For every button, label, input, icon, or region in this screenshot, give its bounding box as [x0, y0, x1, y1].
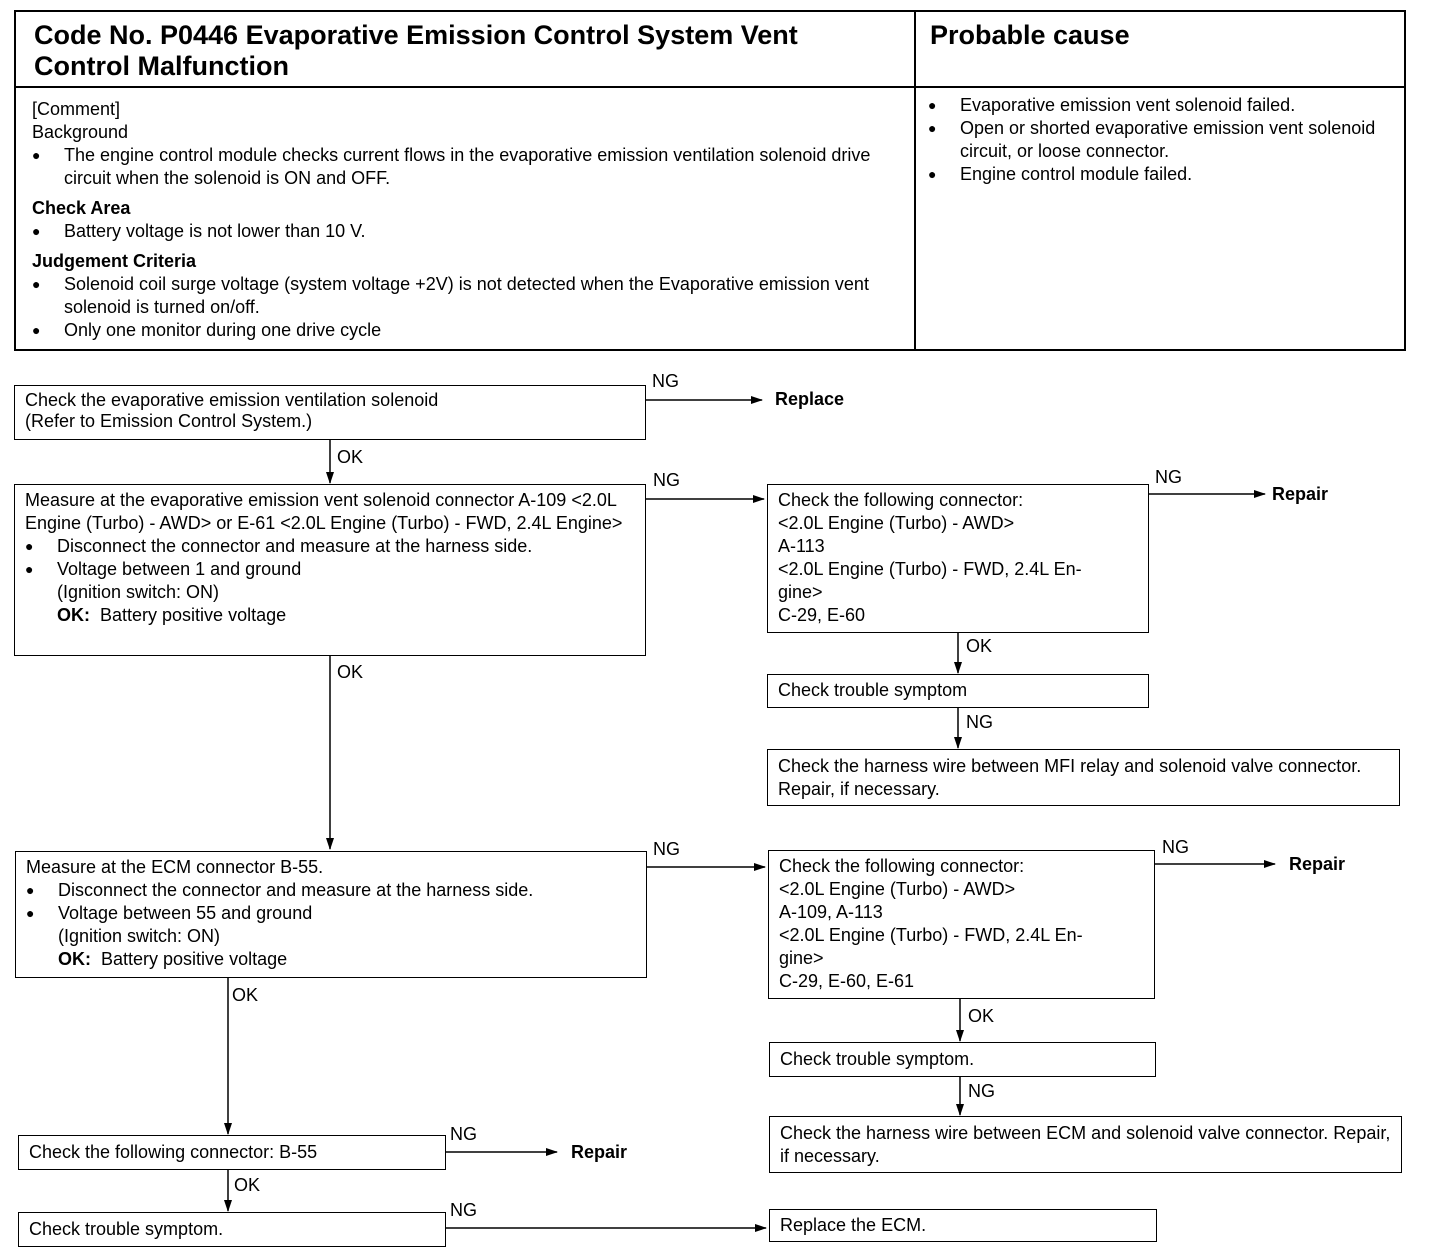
- replace-ecm-text: Replace the ECM.: [780, 1215, 927, 1235]
- step1-box: [14, 385, 646, 440]
- step2-ng-box: [767, 484, 1149, 633]
- probable-cause-title: Probable cause: [930, 20, 1130, 50]
- replace-action: Replace: [775, 389, 845, 409]
- line: Check the following connector:: [779, 856, 1025, 876]
- symptom1-box: [767, 674, 1149, 708]
- step3-list: [26, 879, 636, 925]
- list-item: ● Disconnect the connector and measure at the harness side.: [25, 535, 635, 558]
- judgement-label: Judgement Criteria: [32, 251, 197, 271]
- step4-box: [18, 1135, 446, 1170]
- step3-intro: Measure at the ECM connector B-55.: [26, 857, 324, 877]
- list-item: ● Voltage between 1 and ground: [25, 558, 635, 581]
- harness2-text: Check the harness wire between ECM and solenoid valve connector. Repair, if necessary.: [780, 1123, 1391, 1166]
- step3-note: (Ignition switch: ON): [58, 926, 221, 946]
- ok-value: Battery positive voltage: [101, 949, 288, 969]
- line: gine>: [779, 948, 824, 968]
- step3-ng-box: [768, 850, 1155, 999]
- line: A-109, A-113: [779, 902, 883, 922]
- step2-note: (Ignition switch: ON): [57, 582, 220, 602]
- symptom2-box: [769, 1042, 1156, 1077]
- line: <2.0L Engine (Turbo) - AWD>: [778, 513, 1015, 533]
- ng-label: NG: [1162, 837, 1189, 857]
- list-item: ● Engine control module failed.: [928, 163, 1388, 186]
- step5-text: Check trouble symptom.: [29, 1219, 224, 1239]
- step2-list: [25, 535, 635, 581]
- ng-label: NG: [653, 470, 680, 490]
- line: <2.0L Engine (Turbo) - AWD>: [779, 879, 1016, 899]
- step5-box: [18, 1212, 446, 1247]
- ng-label: NG: [968, 1081, 995, 1101]
- ok-label: OK: [337, 447, 364, 467]
- comment-label: [Comment]: [32, 99, 121, 119]
- check-area-label: Check Area: [32, 198, 131, 218]
- list-item: ● Evaporative emission vent solenoid failed.: [928, 94, 1388, 117]
- symptom1-text: Check trouble symptom: [778, 680, 968, 700]
- step3-box: [15, 851, 647, 978]
- replace-ecm-box: [769, 1209, 1157, 1242]
- ok-label: OK: [337, 662, 364, 682]
- ok-label: OK: [968, 1006, 995, 1026]
- step1-line1: Check the evaporative emission ventilation solenoid: [25, 390, 439, 410]
- step4-text: Check the following connector: B-55: [29, 1142, 318, 1162]
- line: <2.0L Engine (Turbo) - FWD, 2.4L En-: [778, 559, 1082, 579]
- step2-intro: Measure at the evaporative emission vent solenoid connector A-109 <2.0L Engine (Turbo) - AWD> or E-61 <2.0L Engine (Turbo) - FWD, 2.4L Engine>: [25, 490, 623, 533]
- ng-label: NG: [652, 371, 679, 391]
- ng-label: NG: [450, 1124, 477, 1144]
- ng-label: NG: [450, 1200, 477, 1220]
- step1-line2: (Refer to Emission Control System.): [25, 411, 313, 431]
- harness2-box: [769, 1116, 1402, 1173]
- list-item: ● Only one monitor during one drive cycle: [32, 319, 902, 342]
- line: C-29, E-60, E-61: [779, 971, 915, 991]
- ok-label: OK:: [57, 605, 90, 625]
- step3-ok-criteria: [26, 948, 636, 971]
- ng-label: NG: [1155, 467, 1182, 487]
- line: Check the following connector:: [778, 490, 1024, 510]
- background-label: Background: [32, 122, 129, 142]
- list-item: ● Battery voltage is not lower than 10 V.: [32, 220, 902, 243]
- ok-value: Battery positive voltage: [100, 605, 287, 625]
- symptom2-text: Check trouble symptom.: [780, 1049, 975, 1069]
- harness1-text: Check the harness wire between MFI relay and solenoid valve connector. Repair, if necessary.: [778, 756, 1362, 799]
- list-item: ● Voltage between 55 and ground: [26, 902, 636, 925]
- step2-ok-criteria: [25, 604, 635, 627]
- ok-label: OK: [232, 985, 259, 1005]
- repair-action: Repair: [571, 1142, 628, 1162]
- list-item: ● Open or shorted evaporative emission vent solenoid circuit, or loose connector.: [928, 117, 1388, 163]
- ng-label: NG: [653, 839, 680, 859]
- ok-label: OK: [966, 636, 993, 656]
- repair-action: Repair: [1272, 484, 1329, 504]
- harness1-box: [767, 749, 1400, 806]
- list-item: ● Disconnect the connector and measure at the harness side.: [26, 879, 636, 902]
- line: <2.0L Engine (Turbo) - FWD, 2.4L En-: [779, 925, 1083, 945]
- line: C-29, E-60: [778, 605, 866, 625]
- repair-action: Repair: [1289, 854, 1346, 874]
- ng-label: NG: [966, 712, 993, 732]
- ok-label: OK: [234, 1175, 261, 1195]
- line: gine>: [778, 582, 823, 602]
- page-title: Code No. P0446 Evaporative Emission Control System Vent Control Malfunction: [34, 20, 798, 81]
- step2-box: [14, 484, 646, 656]
- ok-label: OK:: [58, 949, 91, 969]
- list-item: ● Solenoid coil surge voltage (system voltage +2V) is not detected when the Evaporative emission vent solenoid is turned on/off.: [32, 273, 902, 319]
- list-item: ● The engine control module checks current flows in the evaporative emission ventilation solenoid drive circuit when the solenoid is ON and OFF.: [32, 144, 902, 190]
- line: A-113: [778, 536, 825, 556]
